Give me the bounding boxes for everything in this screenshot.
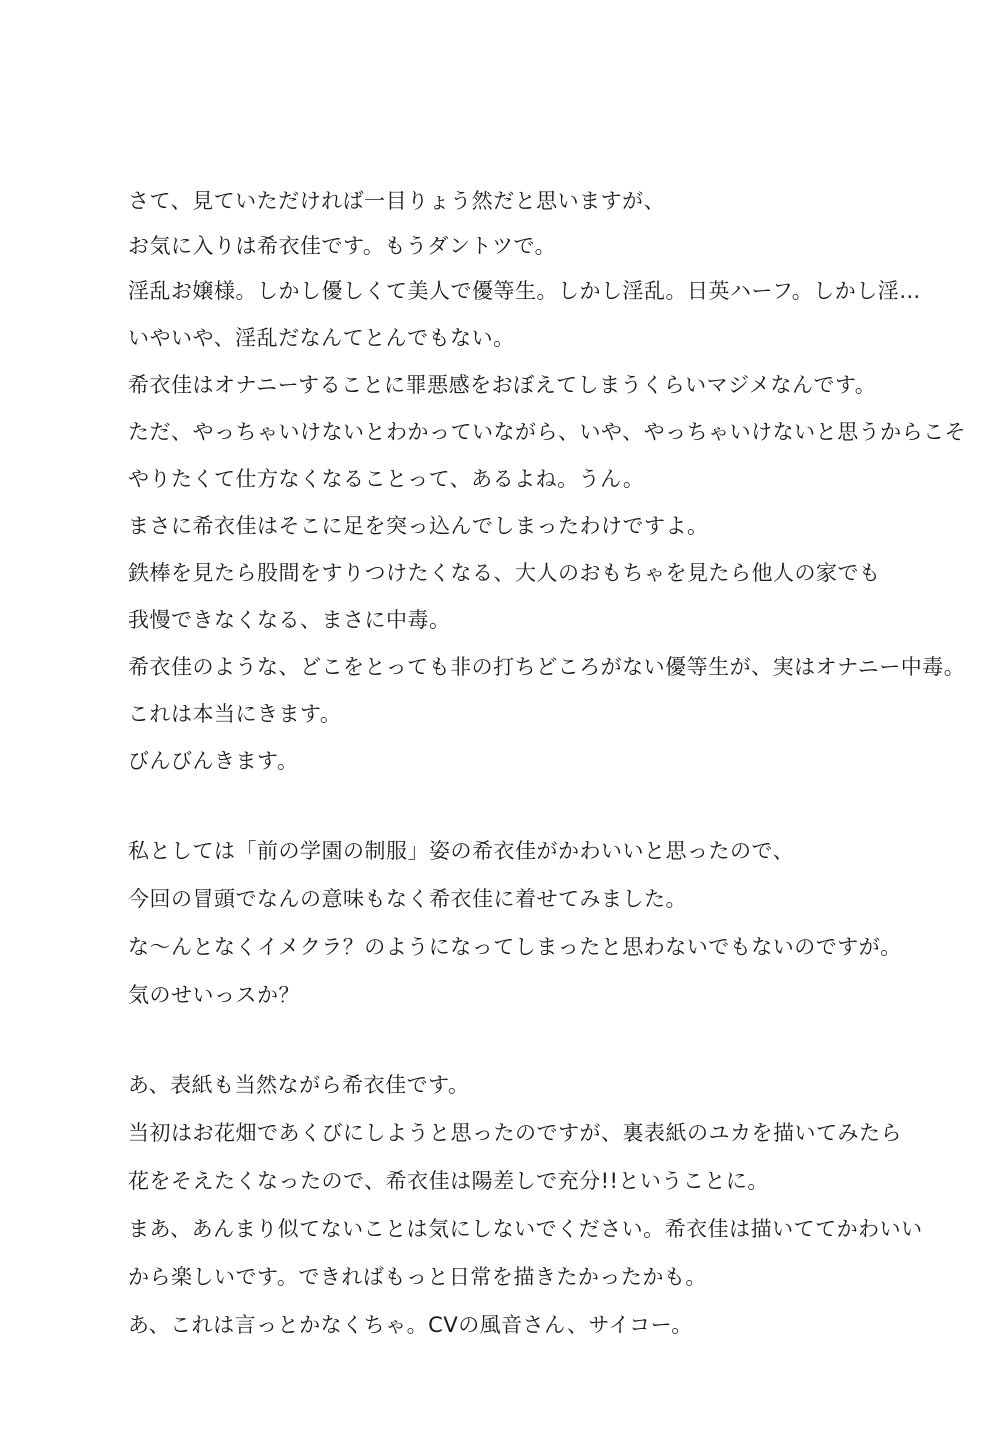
text-line: 今回の冒頭でなんの意味もなく希衣佳に着せてみました。 [128,887,687,911]
text-line: びんびんきます。 [128,749,299,773]
text-line: やりたくて仕方なくなることって、あるよね。うん。 [128,467,645,491]
text-line: 花をそえたくなったので、希衣佳は陽差しで充分!!ということに。 [128,1169,769,1193]
text-line: あ、表紙も当然ながら希衣佳です。 [128,1073,470,1097]
text-line: 希衣佳はオナニーすることに罪悪感をおぼえてしまうくらいマジメなんです。 [128,373,877,397]
text-line: 淫乱お嬢様。しかし優しくて美人で優等生。しかし淫乱。日英ハーフ。しかし淫… [128,279,921,303]
text-line: ただ、やっちゃいけないとわかっていながら、いや、やっちゃいけないと思うからこそ [128,420,967,444]
text-line: まさに希衣佳はそこに足を突っ込んでしまったわけですよ。 [128,514,709,538]
text-line: 我慢できなくなる、まさに中毒。 [128,608,451,632]
text-line: 私としては「前の学園の制服」姿の希衣佳がかわいいと思ったので、 [128,839,795,863]
text-line: お気に入りは希衣佳です。もうダントツで。 [128,234,557,258]
text-line: いやいや、淫乱だなんてとんでもない。 [128,326,515,350]
text-line: あ、これは言っとかなくちゃ。CVの風音さん、サイコー。 [128,1313,693,1337]
text-line: これは本当にきます。 [128,702,342,726]
text-line: 気のせいっスか？ [128,983,300,1007]
text-line: な〜んとなくイメクラ？のようになってしまったと思わないでもないのですが。 [128,935,902,959]
text-line: から楽しいです。できればもっと日常を描きたかったかも。 [128,1265,707,1289]
text-line: さて、見ていただければ一目りょう然だと思いますが、 [128,189,666,213]
text-line: 鉄棒を見たら股間をすりつけたくなる、大人のおもちゃを見たら他人の家でも [128,561,881,585]
text-line: まあ、あんまり似てないことは気にしないでください。希衣佳は描いててかわいい [128,1217,923,1241]
text-line: 当初はお花畑であくびにしようと思ったのですが、裏表紙のユカを描いてみたら [128,1121,902,1145]
text-line: 希衣佳のような、どこをとっても非の打ちどころがない優等生が、実はオナニー中毒。 [128,655,966,679]
